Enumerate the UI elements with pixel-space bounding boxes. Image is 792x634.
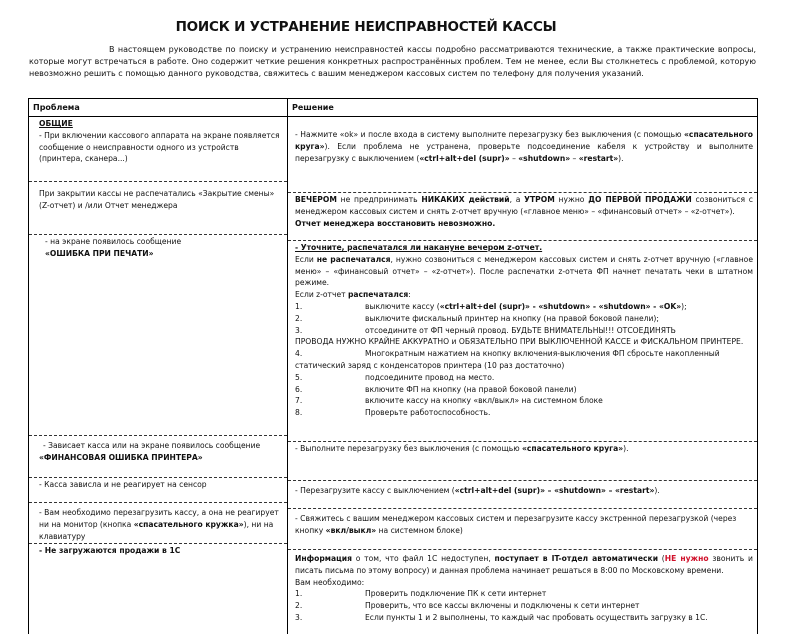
warning-text: ПРОВОДА НУЖНО КРАЙНЕ АККУРАТНО и ОБЯЗАТЕЛЬНО ПРИ ВЫКЛЮЧЕННОЙ КАССЕ и ФИСКАЛЬНОМ ПРИНТЕРЕ. <box>295 336 753 348</box>
key-combo: «ctrl+alt+del (supr)» - «shutdown» - «shutdown» - «OK» <box>440 302 681 311</box>
separator: – <box>570 154 579 163</box>
solution-general <box>288 117 757 193</box>
solution-text: звонить и писать письма по этому вопросу) и данная проблема начинает решаться в 8:00 по Московскому времени. <box>295 554 753 575</box>
step-number: 2. <box>295 313 365 325</box>
solution-text: ). <box>654 486 659 495</box>
problem-category-heading: ОБЩИЕ <box>39 118 281 130</box>
step-text-continued: статический заряд с конденсаторов принтера (10 раз достаточно) <box>295 360 753 372</box>
solution-text: - Свяжитесь с вашим менеджером кассовых систем и перезагрузите кассу экстренной перезагрузкой (через кнопку <box>295 514 736 535</box>
step-number: 6. <box>295 384 365 396</box>
step-text: подсоедините провод на место. <box>365 372 753 384</box>
solution-text: ( <box>658 554 665 563</box>
solution-text: - Выполните перезагрузку без выключения (с помощью <box>295 444 522 453</box>
step-item <box>295 384 753 396</box>
solution-text: : <box>408 290 411 299</box>
lifebuoy-button-label: «спасательного кружка» <box>134 520 244 529</box>
step-item <box>295 612 753 624</box>
solution-text: ). Если проблема не устранена, проверьте подсоединение кабеля к устройству и выполните перезагрузку с выключением ( <box>295 142 753 163</box>
problem-text: - Не загружаются продажи в 1С <box>39 545 281 557</box>
step-item <box>295 348 753 360</box>
problem-error-message: «ФИНАНСОВАЯ ОШИБКА ПРИНТЕРА» <box>39 452 281 464</box>
problem-column <box>29 117 288 634</box>
step-number: 8. <box>295 407 365 419</box>
step-item <box>295 325 753 337</box>
table-body-row <box>29 117 758 634</box>
step-text: Если пункты 1 и 2 выполнены, то каждый час пробовать осуществить загрузку в 1С. <box>365 612 753 624</box>
solution-z-report <box>288 193 757 241</box>
solution-1c-sales <box>288 550 757 634</box>
solution-heading: - Уточните, распечатался ли накануне вечером z-отчет. <box>295 242 753 254</box>
step-number: 1. <box>295 301 365 313</box>
problem-z-report <box>29 182 287 235</box>
solution-text: ). <box>623 444 628 453</box>
solution-text: о том, что файл 1С недоступен, <box>352 554 495 563</box>
step-number: 1. <box>295 588 365 600</box>
manager-report-note: Отчет менеджера восстановить невозможно. <box>295 218 753 230</box>
emphasis: поступает в IT-отдел автоматически <box>495 554 659 563</box>
troubleshooting-table <box>28 98 758 634</box>
solution-text: нужно <box>555 195 588 204</box>
problem-text-tail: ), ни на клавиатуру <box>39 520 273 541</box>
solution-text: на системном блоке) <box>376 526 463 535</box>
solution-text: не предпринимать <box>337 195 422 204</box>
step-item <box>295 372 753 384</box>
step-text: ); <box>681 302 687 311</box>
emphasis: Информация <box>295 554 352 563</box>
solution-text: Вам необходимо: <box>295 577 753 589</box>
solution-text: - Нажмите «ok» и после входа в систему выполните перезагрузку без выключения (с помощью <box>295 130 684 139</box>
restart-label: «restart» <box>579 154 618 163</box>
solution-text: ). <box>618 154 623 163</box>
step-item <box>295 313 753 325</box>
intro-text: В настоящем руководстве по поиску и устранению неисправностей кассы подробно рассматриваются технические, а также практические вопросы, которые могут встречаться в работе. Оно содержит четкие решения конкретных распространённых проблем. Тем не менее, если Вы столкнетесь с проблемой, которую невозможно решить с помощью данного руководства, свяжитесь с вашим менеджером кассовых систем по телефону для получения указаний. <box>29 45 756 78</box>
step-item <box>295 407 753 419</box>
problem-text: При закрытии кассы не распечатались «Закрытие смены» (Z-отчет) и /или Отчет менеджера <box>39 188 281 212</box>
solution-text: , нужно созвониться с менеджером кассовых систем и снять z-отчет вручную («главное меню» – «финансовый отчет» – «z-отчет»). После распечатки z-отчета ФП начнет печатать чеки в штатном режиме. <box>295 255 753 288</box>
shutdown-label: «shutdown» <box>518 154 570 163</box>
step-number: 7. <box>295 395 365 407</box>
step-text: включите кассу на кнопку «вкл/выкл» на системном блоке <box>365 395 753 407</box>
warning-emphasis: НЕ нужно <box>665 554 709 563</box>
solution-text: созвониться с менеджером кассовых систем и снять z-отчет вручную («главное меню» – «финансовый отчет» – «z-отчет»). <box>295 195 753 216</box>
step-number: 3. <box>295 325 365 337</box>
power-button-label: «вкл/выкл» <box>326 526 377 535</box>
step-text: отсоедините от ФП черный провод. БУДЬТЕ ВНИМАТЕЛЬНЫ!!! ОТСОЕДИНЯТЬ <box>365 325 753 337</box>
problem-error-message: «ОШИБКА ПРИ ПЕЧАТИ» <box>45 248 281 260</box>
step-text: Проверьте работоспособность. <box>365 407 753 419</box>
step-text: выключите кассу ( <box>365 302 440 311</box>
problem-1c-sales <box>29 544 287 626</box>
problem-frozen <box>29 478 287 503</box>
solution-text: Если z-отчет <box>295 290 348 299</box>
column-header-problem: Проблема <box>29 99 288 117</box>
solution-frozen <box>288 481 757 509</box>
key-combo: «ctrl+alt+del (supr)» – «shutdown» – «restart» <box>455 486 655 495</box>
solution-text: Если <box>295 255 317 264</box>
emphasis: не распечатался <box>317 255 391 264</box>
solution-text: , а <box>510 195 525 204</box>
lifebuoy-label: «спасательного круга» <box>522 444 623 453</box>
step-item <box>295 395 753 407</box>
solution-text: - Перезагрузите кассу с выключением ( <box>295 486 455 495</box>
step-text: Проверить, что все кассы включены и подключены к сети интернет <box>365 600 753 612</box>
problem-text: - Зависает касса или на экране появилось сообщение <box>43 440 281 452</box>
step-number: 4. <box>295 348 365 360</box>
solution-print-error <box>288 241 757 442</box>
table-header-row <box>29 99 758 117</box>
step-number: 5. <box>295 372 365 384</box>
document-title-text: ПОИСК И УСТРАНЕНИЕ НЕИСПРАВНОСТЕЙ КАССЫ <box>176 19 557 35</box>
emphasis: ВЕЧЕРОМ <box>295 195 337 204</box>
problem-reboot-unresponsive <box>29 503 287 544</box>
emphasis: распечатался <box>348 290 408 299</box>
emphasis: НИКАКИХ действий <box>421 195 509 204</box>
column-header-solution: Решение <box>288 99 758 117</box>
separator: – <box>510 154 519 163</box>
solution-printer-fiscal-error <box>288 442 757 481</box>
problem-general <box>29 117 287 182</box>
emphasis: УТРОМ <box>524 195 555 204</box>
problem-text: - на экране появилось сообщение <box>45 236 281 248</box>
step-item <box>295 600 753 612</box>
document-title <box>0 19 792 35</box>
step-item <box>295 588 753 600</box>
emphasis: ДО ПЕРВОЙ ПРОДАЖИ <box>588 195 692 204</box>
problem-text: - Вам необходимо перезагрузить кассу, а она не реагирует ни на монитор (кнопка <box>39 508 279 529</box>
intro-paragraph <box>29 44 756 80</box>
problem-text: - Касса зависла и не реагирует на сенсор <box>39 479 281 491</box>
step-text: включите ФП на кнопку (на правой боковой панели) <box>365 384 753 396</box>
problem-text: - При включении кассового аппарата на экране появляется сообщение о неисправности одного из устройств (принтера, сканера...) <box>39 130 281 165</box>
step-number: 2. <box>295 600 365 612</box>
step-text: Многократным нажатием на кнопку включения-выключения ФП сбросьте накопленный <box>365 348 753 360</box>
key-combo: «ctrl+alt+del (supr)» <box>419 154 509 163</box>
step-text: выключите фискальный принтер на кнопку (на правой боковой панели); <box>365 313 753 325</box>
problem-print-error <box>29 235 287 436</box>
problem-printer-fiscal-error <box>29 436 287 478</box>
step-number: 3. <box>295 612 365 624</box>
solution-column <box>288 117 758 634</box>
step-item <box>295 301 753 313</box>
solution-reboot-unresponsive <box>288 509 757 550</box>
lifebuoy-label: «спасательного круга» <box>295 130 753 151</box>
step-text: Проверить подключение ПК к сети интернет <box>365 588 753 600</box>
